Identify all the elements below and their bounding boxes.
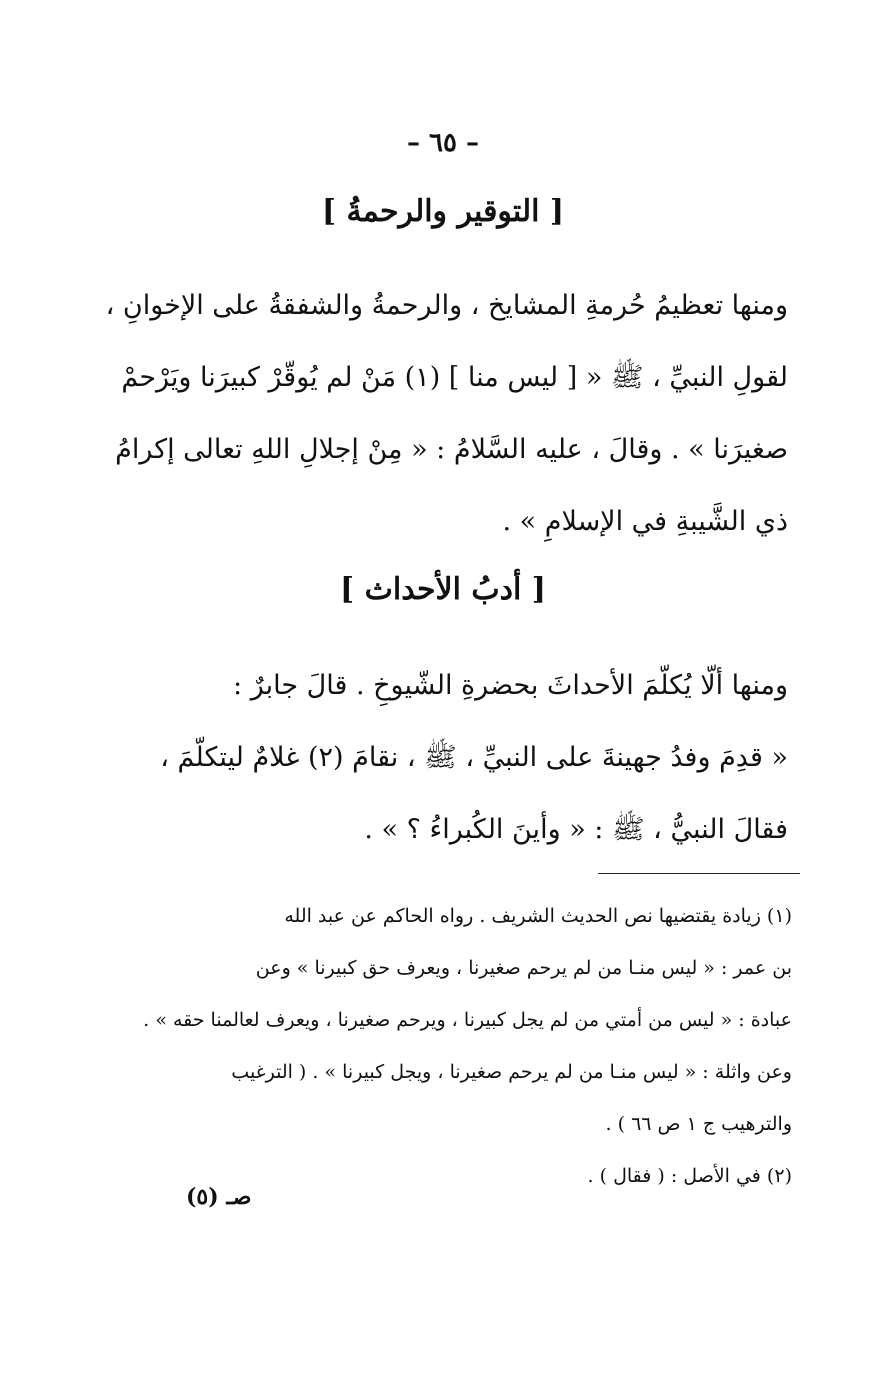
text-line: صغيرَنا » . وقالَ ، عليه السَّلامُ : « مِنْ إجلالِ اللهِ تعالى إكرامُ xyxy=(115,434,788,465)
page-number: – ٦٥ – xyxy=(406,128,480,158)
footnote-line: وعن واثلة : « ليس منـا من لم يرحم صغيرنا ، ويجل كبيرنا » . ( الترغيب xyxy=(231,1061,792,1083)
footnote-line: بن عمر : « ليس منـا من لم يرحم صغيرنا ، ويعرف حق كبيرنا » وعن xyxy=(255,957,792,979)
footnote-line: (٢) في الأصل : ( فقال ) . xyxy=(587,1165,792,1187)
text-line: لقولِ النبيِّ ، ﷺ « [ ليس منا ] (١) مَنْ لم يُوقّرْ كبيرَنا ويَرْحمْ xyxy=(121,362,788,393)
text-line: ومنها ألّا يُكلّمَ الأحداثَ بحضرةِ الشّيوخِ . قالَ جابرٌ : xyxy=(233,670,788,701)
text-line: « قدِمَ وفدُ جهينةَ على النبيِّ ، ﷺ ، نقامَ (٢) غلامٌ ليتكلّمَ ، xyxy=(160,742,788,773)
footnote-divider xyxy=(598,873,800,874)
footnotes xyxy=(102,890,792,1202)
footnote-line: (١) زيادة يقتضيها نص الحديث الشريف . رواه الحاكم عن عبد الله xyxy=(284,905,792,927)
section-heading-reverence: [ التوقير والرحمةُ ] xyxy=(321,194,565,229)
paragraph-youth-etiquette xyxy=(120,650,788,866)
footnote-line: والترهيب ج ١ ص ٦٦ ) . xyxy=(605,1113,792,1135)
text-line: فقالَ النبيُّ ، ﷺ : « وأينَ الكُبراءُ ؟ » . xyxy=(364,814,788,845)
section-heading-youth-etiquette: [ أدبُ الأحداث ] xyxy=(340,572,546,607)
text-line: ومنها تعظيمُ حُرمةِ المشايخ ، والرحمةُ والشفقةُ على الإخوانِ ، xyxy=(105,290,788,321)
printer-signature: صـ (٥) xyxy=(186,1184,252,1210)
text-line: ذي الشَّيبةِ في الإسلامِ » . xyxy=(502,506,788,537)
footnote-line: عبادة : « ليس من أمتي من لم يجل كبيرنا ، ويرحم صغيرنا ، ويعرف لعالمنا حقه » . xyxy=(143,1009,792,1031)
paragraph-reverence xyxy=(105,270,788,558)
